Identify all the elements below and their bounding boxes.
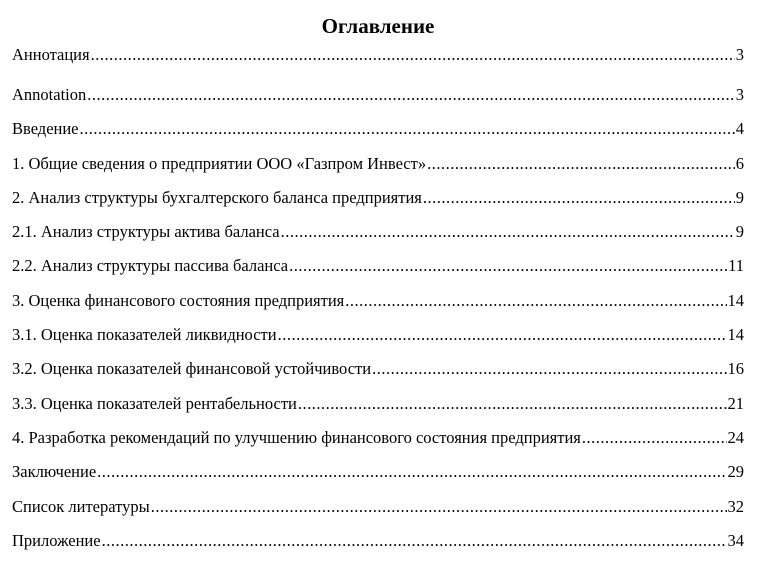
dot-leader (289, 249, 727, 283)
toc-entry[interactable] (12, 524, 744, 558)
toc-entry-page-number: 3 (735, 45, 744, 64)
toc-entry-page-number: 6 (735, 153, 744, 173)
toc-entry[interactable] (12, 421, 744, 455)
toc-entry-label: Список литературы (12, 496, 150, 516)
toc-entry-page-number: 32 (727, 496, 744, 516)
toc-entry[interactable] (12, 112, 744, 146)
toc-entry-label: Аннотация (12, 45, 90, 64)
dot-leader (97, 455, 726, 489)
dot-leader (345, 284, 726, 318)
toc-entry-page-number: 9 (735, 187, 744, 207)
toc-title: Оглавление (321, 14, 435, 38)
toc-entry-page-number: 4 (735, 119, 744, 139)
dot-leader (372, 352, 726, 386)
toc-entry-label: 3.2. Оценка показателей финансовой устойчивости (12, 359, 372, 379)
toc-entry-page-number: 9 (735, 222, 744, 242)
toc-entry-page-number: 24 (727, 427, 744, 447)
toc-entry-page-number: 21 (727, 393, 744, 413)
dot-leader (102, 524, 727, 558)
dot-leader (298, 387, 727, 421)
toc-entry-label: 3. Оценка финансового состояния предприятия (12, 290, 345, 310)
toc-entry-label: 2.1. Анализ структуры актива баланса (12, 222, 280, 242)
toc-entry-page-number: 3 (735, 85, 744, 104)
toc-entry[interactable] (12, 387, 744, 421)
toc-entry[interactable] (12, 44, 744, 66)
toc-entry[interactable] (12, 147, 744, 181)
toc-entry-label: 2. Анализ структуры бухгалтерского баланса предприятия (12, 187, 422, 207)
toc-entry-label: Введение (12, 119, 79, 139)
dot-leader (87, 78, 735, 112)
toc-list (12, 44, 744, 558)
toc-entry-label: Приложение (12, 530, 101, 550)
toc-entry-page-number: 14 (727, 325, 744, 345)
toc-entry[interactable] (12, 215, 744, 249)
dot-leader (423, 181, 735, 215)
dot-leader (427, 147, 735, 181)
toc-entry[interactable] (12, 181, 744, 215)
dot-leader (281, 215, 735, 249)
toc-entry-label: 4. Разработка рекомендаций по улучшению финансового состояния предприятия (12, 427, 581, 447)
toc-entry-page-number: 14 (727, 290, 744, 310)
toc-entry-label: 3.1. Оценка показателей ликвидности (12, 325, 277, 345)
dot-leader (91, 44, 735, 66)
toc-entry[interactable] (12, 318, 744, 352)
toc-entry[interactable] (12, 249, 744, 283)
dot-leader (278, 318, 727, 352)
toc-entry[interactable] (12, 352, 744, 386)
toc-entry-page-number: 29 (727, 462, 744, 482)
dot-leader (151, 490, 727, 524)
toc-entry-label: 3.3. Оценка показателей рентабельности (12, 393, 297, 413)
toc-entry[interactable] (12, 284, 744, 318)
toc-entry-label: 1. Общие сведения о предприятии ООО «Газпром Инвест» (12, 153, 427, 173)
dot-leader (80, 112, 735, 146)
toc-entry-page-number: 34 (727, 530, 744, 550)
dot-leader (582, 421, 727, 455)
toc-entry[interactable] (12, 490, 744, 524)
toc-entry-page-number: 16 (727, 359, 744, 379)
toc-entry-page-number: 11 (728, 256, 744, 276)
toc-entry[interactable] (12, 455, 744, 489)
toc-entry-label: Заключение (12, 462, 97, 482)
toc-entry-label: Annotation (12, 85, 87, 104)
toc-entry[interactable] (12, 78, 744, 112)
toc-entry-label: 2.2. Анализ структуры пассива баланса (12, 256, 289, 276)
